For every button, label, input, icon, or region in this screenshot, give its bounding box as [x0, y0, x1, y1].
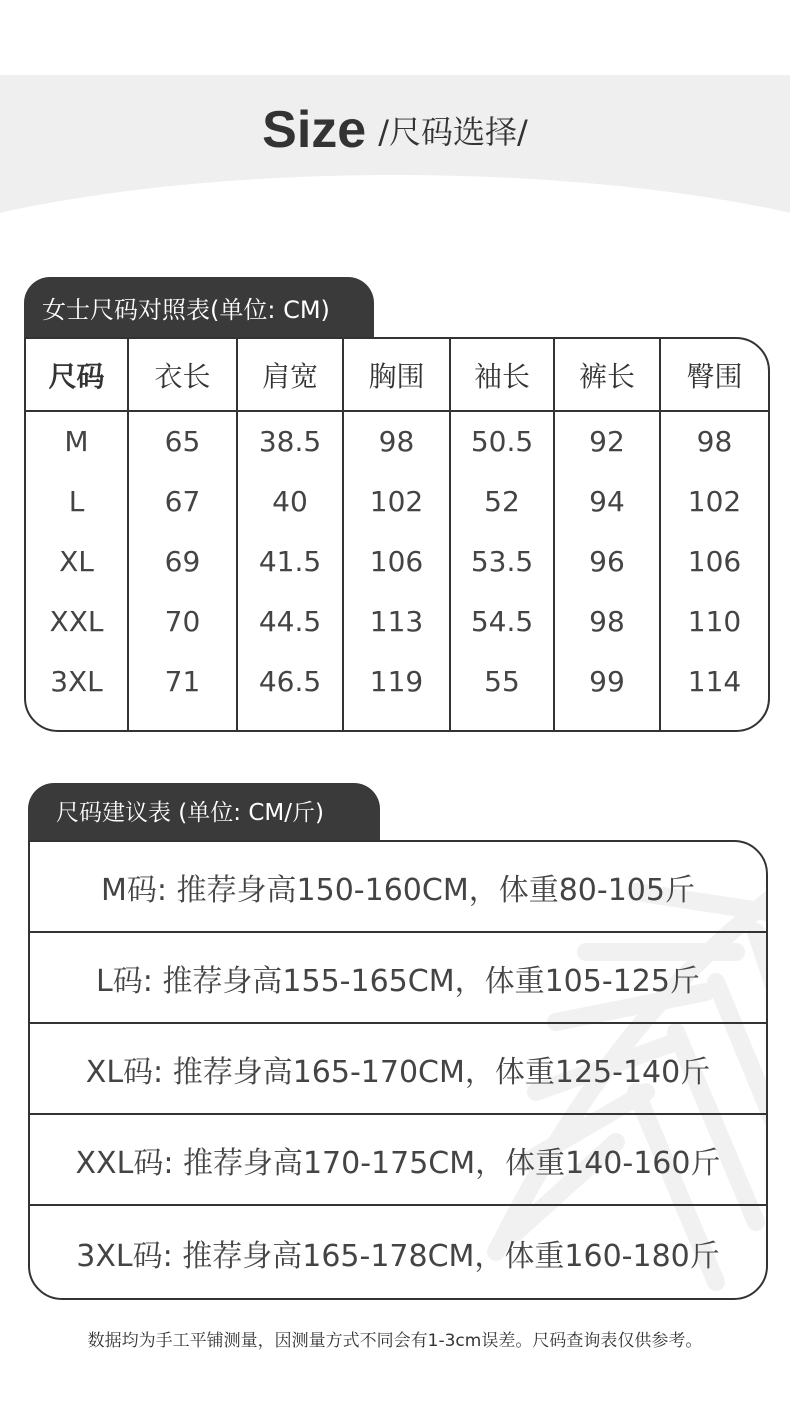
size-chart-table-box — [24, 337, 770, 732]
recommend-row-xl: XL码: 推荐身高165-170CM，体重125-140斤 — [30, 1024, 766, 1115]
size-chart-header-row — [26, 339, 768, 411]
cell-pants-length: 94 — [554, 471, 660, 531]
header-bust: 胸围 — [343, 339, 450, 411]
header-pants-length: 裤长 — [554, 339, 660, 411]
cell-pants-length: 92 — [554, 411, 660, 471]
table-row — [26, 651, 768, 711]
cell-sleeve: 55 — [450, 651, 554, 711]
cell-length: 67 — [128, 471, 237, 531]
cell-shoulder: 38.5 — [237, 411, 343, 471]
cell-hip: 98 — [660, 411, 768, 471]
cell-bust: 119 — [343, 651, 450, 711]
cell-size: L — [68, 484, 85, 518]
header-size: 尺码 — [26, 339, 128, 411]
header-sleeve: 袖长 — [450, 339, 554, 411]
cell-pants-length: 98 — [554, 591, 660, 651]
cell-shoulder: 41.5 — [237, 531, 343, 591]
title-size: Size — [262, 101, 367, 159]
cell-length: 71 — [128, 651, 237, 711]
recommend-row-l: L码: 推荐身高155-165CM，体重105-125斤 — [30, 933, 766, 1024]
recommend-row-3xl: 3XL码: 推荐身高165-178CM，体重160-180斤 — [76, 1239, 720, 1274]
header-hip: 臀围 — [660, 339, 768, 411]
cell-pants-length: 96 — [554, 531, 660, 591]
table-row — [26, 471, 768, 531]
recommend-row-xxl: XXL码: 推荐身高170-175CM，体重140-160斤 — [30, 1115, 766, 1206]
cell-bust: 106 — [343, 531, 450, 591]
cell-shoulder: 40 — [237, 471, 343, 531]
page-title — [0, 100, 790, 160]
table-spacer-row — [26, 711, 768, 732]
table-row — [26, 531, 768, 591]
cell-length: 69 — [128, 531, 237, 591]
cell-bust: 98 — [343, 411, 450, 471]
cell-sleeve: 50.5 — [450, 411, 554, 471]
title-subtitle: /尺码选择/ — [378, 113, 528, 151]
cell-length: 70 — [128, 591, 237, 651]
cell-hip: 114 — [660, 651, 768, 711]
cell-pants-length: 99 — [554, 651, 660, 711]
table-row — [26, 591, 768, 651]
size-chart-tab: 女士尺码对照表(单位: CM) — [24, 277, 374, 339]
recommend-tab: 尺码建议表 (单位: CM/斤) — [28, 783, 380, 843]
header-length: 衣长 — [128, 339, 237, 411]
cell-bust: 102 — [343, 471, 450, 531]
header-shoulder: 肩宽 — [237, 339, 343, 411]
size-chart-table — [26, 339, 768, 732]
cell-size: 3XL — [50, 664, 103, 698]
cell-hip: 102 — [660, 471, 768, 531]
cell-sleeve: 52 — [450, 471, 554, 531]
cell-shoulder: 44.5 — [237, 591, 343, 651]
cell-size: XXL — [49, 604, 104, 638]
cell-shoulder: 46.5 — [237, 651, 343, 711]
cell-hip: 110 — [660, 591, 768, 651]
footnote: 数据均为手工平铺测量，因测量方式不同会有1-3cm误差。尺码查询表仅供参考。 — [87, 1331, 703, 1351]
recommend-table-box — [28, 840, 768, 1300]
cell-length: 65 — [128, 411, 237, 471]
cell-bust: 113 — [343, 591, 450, 651]
cell-sleeve: 54.5 — [450, 591, 554, 651]
cell-size: M — [64, 425, 89, 458]
recommend-row-m: M码: 推荐身高150-160CM，体重80-105斤 — [30, 842, 766, 933]
cell-hip: 106 — [660, 531, 768, 591]
table-row — [26, 411, 768, 471]
cell-size: XL — [59, 544, 94, 578]
cell-sleeve: 53.5 — [450, 531, 554, 591]
